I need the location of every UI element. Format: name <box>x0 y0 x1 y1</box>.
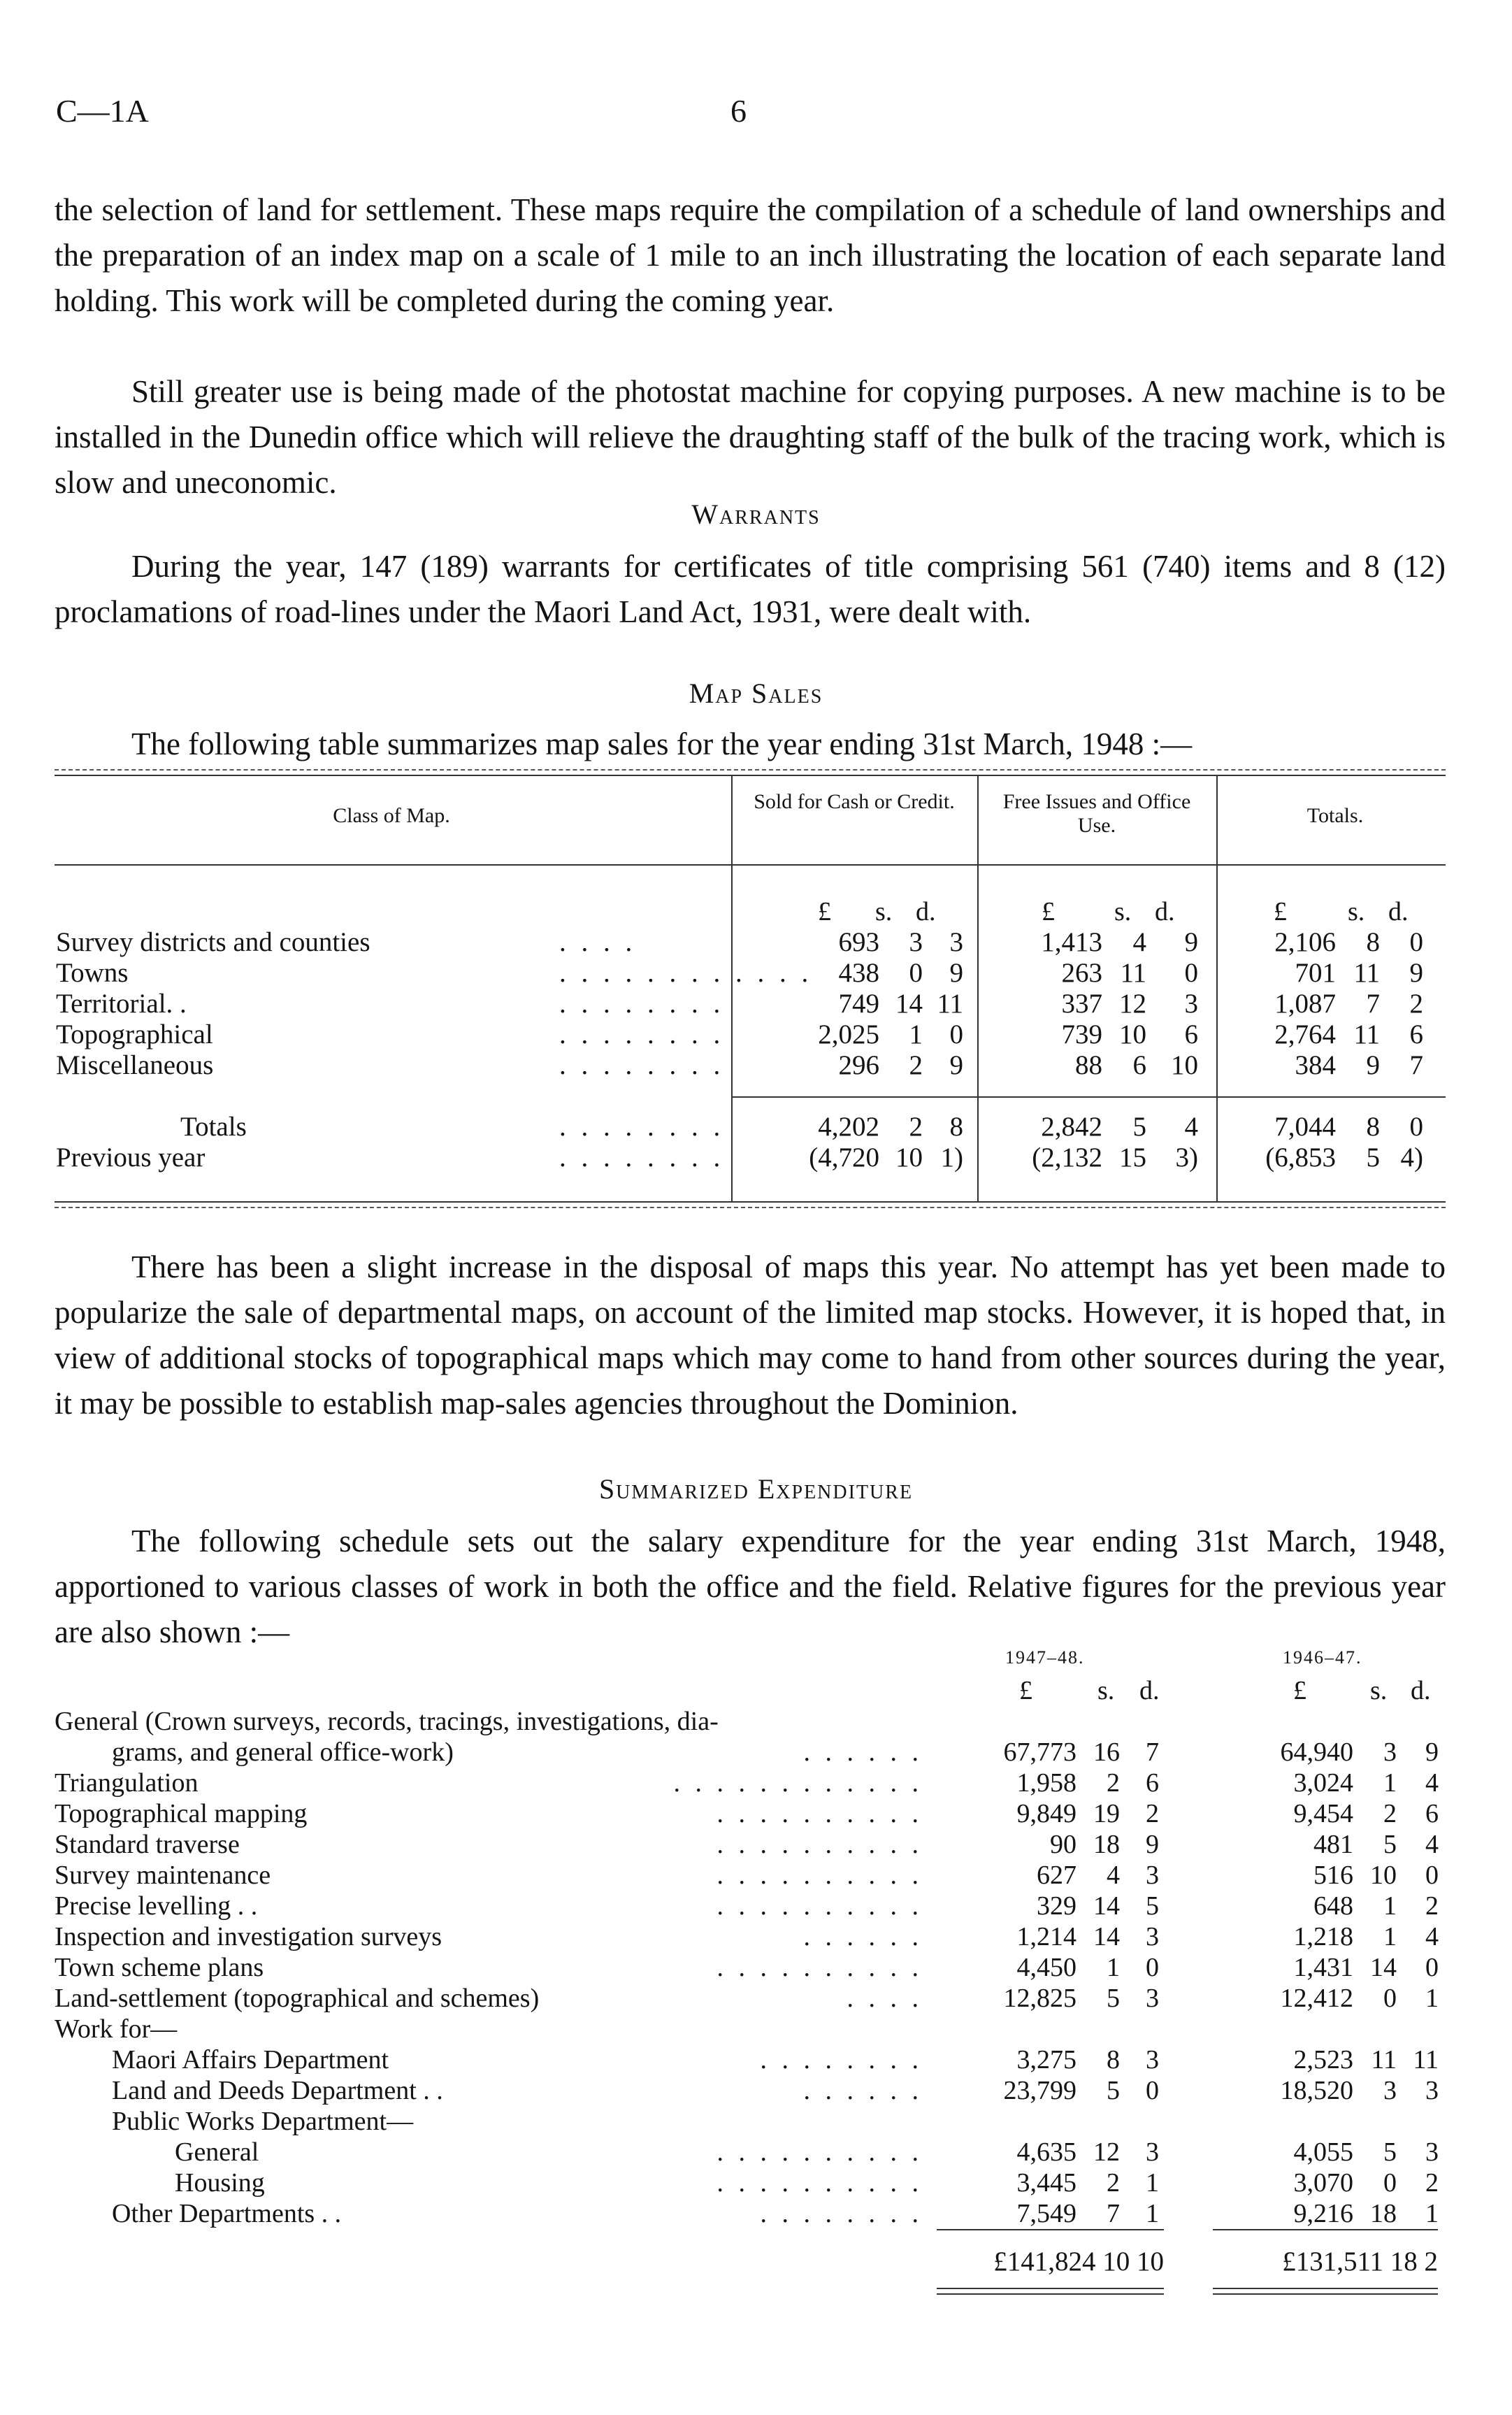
prev-pounds: 9,454 <box>1293 1799 1353 1828</box>
expenditure-row <box>0 2167 1512 2198</box>
total-pounds: 7,044 <box>1274 1112 1336 1142</box>
intro-paragraph-2-text: Still greater use is being made of the photostat machine for copying purposes. A new machine is to be installed in the Dunedin office which will relieve the draughting staff of the bulk of the tracing work, which is slow and uneconomic. <box>55 374 1446 500</box>
prev-pounds: 9,216 <box>1293 2199 1353 2228</box>
prev-pounds: 648 <box>1313 1891 1353 1921</box>
total-shillings: 5 <box>1366 1142 1380 1173</box>
row-label: Survey districts and counties <box>56 927 370 957</box>
free-pence: 3 <box>1184 989 1198 1019</box>
leader-dots: . . . . . . <box>803 1922 923 1951</box>
free-pounds: (2,132 <box>1032 1142 1102 1173</box>
free-shillings: 4 <box>1132 927 1146 957</box>
prev-pounds: 481 <box>1313 1830 1353 1859</box>
sold-shillings: 14 <box>895 989 923 1019</box>
cur-pence: 3 <box>1146 2137 1159 2167</box>
row-label: Land-settlement (topographical and schemes) <box>55 1984 540 2013</box>
sold-shillings: 2 <box>909 1050 923 1080</box>
prev-pounds: 64,940 <box>1280 1737 1353 1767</box>
map-row-2 <box>0 989 1512 1019</box>
prev-pence: 11 <box>1413 2045 1439 2074</box>
row-label: Topographical mapping <box>55 1799 308 1828</box>
expenditure-row <box>0 1737 1512 1768</box>
leader-dots: . . . . . . . . . . <box>717 2137 923 2167</box>
column-header-free: Free Issues and Office Use. <box>1002 790 1191 837</box>
table-bottom-rule <box>55 1201 1446 1203</box>
column-header-totals: Totals. <box>1306 804 1364 827</box>
expenditure-row <box>0 1983 1512 2014</box>
cur-pounds: 3,445 <box>1016 2168 1077 2198</box>
cur-shillings: 2 <box>1107 2168 1120 2198</box>
free-shillings: 12 <box>1119 989 1146 1019</box>
cur-pence: 7 <box>1146 1737 1159 1767</box>
row-label: grams, and general office-work) <box>112 1737 454 1767</box>
row-label: Inspection and investigation surveys <box>55 1922 442 1951</box>
sold-pence: 9 <box>949 1050 963 1080</box>
leader-dots: . . . . <box>559 927 637 957</box>
leader-dots: . . . . . . . . . . <box>717 1799 923 1828</box>
expenditure-intro <box>55 1519 1446 1655</box>
row-label: Topographical <box>56 1019 213 1049</box>
prev-shillings: 1 <box>1383 1891 1397 1921</box>
total-pence: 6 <box>1409 1019 1423 1049</box>
row-label: Maori Affairs Department <box>112 2045 389 2074</box>
cur-pence: 1 <box>1146 2199 1159 2228</box>
row-label: Precise levelling . . <box>55 1891 258 1921</box>
totals-rule <box>731 1096 1446 1098</box>
leader-dots: . . . . . . . . <box>559 1142 725 1173</box>
sold-pence: 3 <box>949 927 963 957</box>
prev-shillings: 0 <box>1383 2168 1397 2198</box>
cur-shillings: 7 <box>1107 2199 1120 2228</box>
cur-shillings: 4 <box>1107 1861 1120 1890</box>
total-pounds: 2,764 <box>1274 1019 1336 1049</box>
total-pounds: 384 <box>1295 1050 1336 1080</box>
cur-pounds: 329 <box>1037 1891 1077 1921</box>
prev-shillings: 10 <box>1370 1861 1397 1890</box>
expenditure-row <box>0 1921 1512 1952</box>
cur-shillings: 8 <box>1107 2045 1120 2074</box>
total-pounds: 701 <box>1295 958 1336 988</box>
expenditure-row <box>0 1768 1512 1798</box>
prev-pounds: 1,431 <box>1293 1953 1353 1982</box>
total-shillings: 9 <box>1366 1050 1380 1080</box>
sold-shillings: 1 <box>909 1019 923 1049</box>
prev-pence: 4 <box>1425 1922 1439 1951</box>
cur-shillings: 2 <box>1107 1768 1120 1798</box>
sold-shillings: 0 <box>909 958 923 988</box>
prev-shillings: 0 <box>1383 1984 1397 2013</box>
prev-pence: 1 <box>1425 2199 1439 2228</box>
map-row-3 <box>0 1019 1512 1050</box>
expenditure-row <box>0 1952 1512 1983</box>
prev-pound-unit: £ <box>1293 1676 1306 1705</box>
free-shillings: 10 <box>1119 1019 1146 1049</box>
prev-pence: 6 <box>1425 1799 1439 1828</box>
total-shillings: 8 <box>1366 927 1380 957</box>
current-total-double-rule <box>937 2288 1164 2295</box>
free-s-unit: s. <box>1114 897 1132 926</box>
free-shillings: 11 <box>1120 958 1146 988</box>
prev-pounds: 516 <box>1313 1861 1353 1890</box>
free-d-unit: d. <box>1155 897 1175 926</box>
map-row-0 <box>0 927 1512 958</box>
cur-pence: 2 <box>1146 1799 1159 1828</box>
intro-paragraph-2 <box>55 369 1446 506</box>
sold-pence: 0 <box>949 1019 963 1049</box>
row-label: Previous year <box>56 1142 206 1173</box>
row-label: Survey maintenance <box>55 1861 271 1890</box>
expenditure-total-previous: £131,511 18 2 <box>1282 2246 1438 2277</box>
total-pence: 2 <box>1409 989 1423 1019</box>
prev-pence: 4 <box>1425 1830 1439 1859</box>
previous-total-double-rule <box>1213 2288 1438 2295</box>
sold-pounds: 693 <box>838 927 879 957</box>
cur-pounds: 67,773 <box>1003 1737 1077 1767</box>
row-label: General <box>175 2137 259 2167</box>
total-pence: 4) <box>1400 1142 1423 1173</box>
leader-dots: . . . . . . . . . . <box>717 2168 923 2198</box>
expenditure-row <box>0 2198 1512 2229</box>
cur-shillings: 1 <box>1107 1953 1120 1982</box>
total-s-unit: s. <box>1348 897 1365 926</box>
sold-pounds: 2,025 <box>818 1019 879 1049</box>
row-label: Miscellaneous <box>56 1050 214 1080</box>
cur-pounds: 4,635 <box>1016 2137 1077 2167</box>
sold-pounds: 4,202 <box>818 1112 879 1142</box>
cur-shillings: 5 <box>1107 1984 1120 2013</box>
sold-pounds: (4,720 <box>809 1142 879 1173</box>
prev-shillings: 3 <box>1383 1737 1397 1767</box>
row-label: Triangulation <box>55 1768 199 1798</box>
cur-pounds: 4,450 <box>1016 1953 1077 1982</box>
expenditure-row <box>0 1706 1512 1737</box>
cur-pence: 3 <box>1146 2045 1159 2074</box>
expenditure-units-row <box>0 1675 1512 1706</box>
leader-dots: . . . . . . . . <box>559 1050 725 1080</box>
sold-pound-unit: £ <box>818 897 831 926</box>
prev-pence: 0 <box>1425 1953 1439 1982</box>
row-label: Land and Deeds Department . . <box>112 2076 443 2105</box>
warrants-text: During the year, 147 (189) warrants for certificates of title comprising 561 (740) items and 8 (12) proclamations of road-lines under the Maori Land Act, 1931, were dealt with. <box>55 549 1446 629</box>
document-reference: C—1A <box>56 93 149 129</box>
prev-pence: 2 <box>1425 2168 1439 2198</box>
leader-dots: . . . . . . . . . . <box>717 1861 923 1890</box>
cur-pounds: 1,214 <box>1016 1922 1077 1951</box>
cur-pounds: 627 <box>1037 1861 1077 1890</box>
row-label: Other Departments . . <box>112 2199 342 2228</box>
total-pence: 0 <box>1409 927 1423 957</box>
cur-pounds: 12,825 <box>1003 1984 1077 2013</box>
sold-shillings: 10 <box>895 1142 923 1173</box>
sold-pounds: 296 <box>838 1050 879 1080</box>
cur-pound-unit: £ <box>1019 1676 1032 1705</box>
cur-pounds: 23,799 <box>1003 2076 1077 2105</box>
row-label: General (Crown surveys, records, tracings, investigations, dia- <box>55 1707 719 1736</box>
free-shillings: 15 <box>1119 1142 1146 1173</box>
leader-dots: . . . . . . . . . . <box>717 1953 923 1982</box>
map-sales-comment-text: There has been a slight increase in the disposal of maps this year. No attempt has yet been made to popularize the sale of departmental maps, on account of the limited map stocks. However, it is hoped that, in view of additional stocks of topographical maps which may come to hand from other sources during the year, it may be possible to establish map-sales agencies throughout the Dominion. <box>55 1249 1446 1421</box>
leader-dots: . . . . . . <box>803 2076 923 2105</box>
map-sales-intro <box>55 722 1446 767</box>
expenditure-row <box>0 2106 1512 2137</box>
free-pound-unit: £ <box>1042 897 1055 926</box>
cur-pounds: 7,549 <box>1016 2199 1077 2228</box>
leader-dots: . . . . . . . . <box>559 989 725 1019</box>
row-label: Work for— <box>55 2014 178 2044</box>
prev-shillings: 2 <box>1383 1799 1397 1828</box>
expenditure-row <box>0 1860 1512 1891</box>
warrants-paragraph <box>55 544 1446 635</box>
free-pounds: 263 <box>1061 958 1102 988</box>
expenditure-row <box>0 1891 1512 1921</box>
map-sales-heading: Map Sales <box>689 678 823 709</box>
cur-shillings: 12 <box>1093 2137 1120 2167</box>
warrants-heading: Warrants <box>691 499 821 530</box>
expenditure-row <box>0 2075 1512 2106</box>
prev-shillings: 1 <box>1383 1768 1397 1798</box>
free-pence: 6 <box>1184 1019 1198 1049</box>
prev-d-unit: d. <box>1411 1676 1431 1705</box>
total-pence: 7 <box>1409 1050 1423 1080</box>
cur-pence: 0 <box>1146 2076 1159 2105</box>
cur-pence: 6 <box>1146 1768 1159 1798</box>
year-previous-label: 1946–47. <box>1283 1647 1362 1668</box>
cur-pounds: 1,958 <box>1016 1768 1077 1798</box>
row-label: Housing <box>175 2168 265 2198</box>
map-row-1 <box>0 958 1512 989</box>
total-shillings: 7 <box>1366 989 1380 1019</box>
leader-dots: . . . . . . . . . . <box>717 1891 923 1921</box>
prev-shillings: 14 <box>1370 1953 1397 1982</box>
units-row <box>0 896 1512 927</box>
cur-pence: 9 <box>1146 1830 1159 1859</box>
leader-dots: . . . . . . . . <box>760 2045 923 2074</box>
previous-sum-rule <box>1213 2229 1438 2230</box>
total-shillings: 11 <box>1353 958 1380 988</box>
cur-shillings: 14 <box>1093 1922 1120 1951</box>
cur-shillings: 18 <box>1093 1830 1120 1859</box>
prev-pence: 2 <box>1425 1891 1439 1921</box>
prev-pence: 3 <box>1425 2137 1439 2167</box>
expenditure-row <box>0 1829 1512 1860</box>
prev-shillings: 5 <box>1383 2137 1397 2167</box>
free-pence: 10 <box>1171 1050 1198 1080</box>
sold-pence: 11 <box>937 989 963 1019</box>
sold-pence: 9 <box>949 958 963 988</box>
cur-shillings: 16 <box>1093 1737 1120 1767</box>
total-pounds: 1,087 <box>1274 989 1336 1019</box>
page-number: 6 <box>730 93 747 129</box>
row-label: Public Works Department— <box>112 2107 414 2136</box>
leader-dots: . . . . . . . . . . <box>717 1830 923 1859</box>
expenditure-row <box>0 1798 1512 1829</box>
column-header-sold: Sold for Cash or Credit. <box>754 790 955 813</box>
free-pence: 3) <box>1175 1142 1198 1173</box>
prev-pounds: 3,024 <box>1293 1768 1353 1798</box>
sold-pence: 8 <box>949 1112 963 1142</box>
sold-s-unit: s. <box>875 897 893 926</box>
leader-dots: . . . . . . . . <box>760 2199 923 2228</box>
sold-pounds: 749 <box>838 989 879 1019</box>
leader-dots: . . . . . . . . . . . . <box>559 958 813 988</box>
total-shillings: 11 <box>1353 1019 1380 1049</box>
table-top-rule-2 <box>55 775 1446 776</box>
prev-pence: 3 <box>1425 2076 1439 2105</box>
current-sum-rule <box>937 2229 1164 2230</box>
map-row-totals <box>0 1112 1512 1142</box>
free-shillings: 6 <box>1132 1050 1146 1080</box>
map-row-previous-year <box>0 1142 1512 1173</box>
free-pounds: 88 <box>1075 1050 1102 1080</box>
cur-pence: 5 <box>1146 1891 1159 1921</box>
cur-shillings: 19 <box>1093 1799 1120 1828</box>
cur-pence: 3 <box>1146 1861 1159 1890</box>
prev-shillings: 3 <box>1383 2076 1397 2105</box>
prev-shillings: 1 <box>1383 1922 1397 1951</box>
year-current-label: 1947–48. <box>1005 1647 1085 1668</box>
map-row-4 <box>0 1050 1512 1081</box>
total-pounds: (6,853 <box>1265 1142 1336 1173</box>
cur-pence: 3 <box>1146 1922 1159 1951</box>
free-pence: 9 <box>1184 927 1198 957</box>
prev-pence: 9 <box>1425 1737 1439 1767</box>
free-pence: 4 <box>1184 1112 1198 1142</box>
header-bottom-rule <box>55 864 1446 866</box>
cur-pence: 3 <box>1146 1984 1159 2013</box>
cur-pounds: 3,275 <box>1016 2045 1077 2074</box>
cur-pence: 0 <box>1146 1953 1159 1982</box>
row-label: Standard traverse <box>55 1830 240 1859</box>
total-d-unit: d. <box>1388 897 1409 926</box>
prev-s-unit: s. <box>1370 1676 1388 1705</box>
free-pounds: 739 <box>1061 1019 1102 1049</box>
prev-pence: 1 <box>1425 1984 1439 2013</box>
column-header-class: Class of Map. <box>333 804 450 827</box>
expenditure-intro-text: The following schedule sets out the salary expenditure for the year ending 31st March, 1948, apportioned to various classes of work in both the office and the field. Relative figures for the previous year are also shown :— <box>55 1524 1446 1649</box>
table-bottom-rule-2 <box>55 1207 1446 1208</box>
row-label: Towns <box>56 958 129 988</box>
row-label: Town scheme plans <box>55 1953 264 1982</box>
prev-pounds: 2,523 <box>1293 2045 1353 2074</box>
expenditure-row <box>0 2137 1512 2167</box>
row-label: Totals <box>180 1112 247 1142</box>
expenditure-row <box>0 2044 1512 2075</box>
cur-d-unit: d. <box>1139 1676 1160 1705</box>
map-sales-comment <box>55 1245 1446 1426</box>
leader-dots: . . . . . . . . <box>559 1112 725 1142</box>
cur-s-unit: s. <box>1097 1676 1115 1705</box>
prev-pounds: 1,218 <box>1293 1922 1353 1951</box>
sold-shillings: 3 <box>909 927 923 957</box>
free-pounds: 2,842 <box>1041 1112 1102 1142</box>
expenditure-total-current: £141,824 10 10 <box>993 2246 1164 2277</box>
map-sales-intro-text: The following table summarizes map sales for the year ending 31st March, 1948 :— <box>131 726 1193 761</box>
leader-dots: . . . . <box>847 1984 923 2013</box>
total-shillings: 8 <box>1366 1112 1380 1142</box>
prev-pounds: 12,412 <box>1280 1984 1353 2013</box>
prev-shillings: 5 <box>1383 1830 1397 1859</box>
free-shillings: 5 <box>1132 1112 1146 1142</box>
free-pounds: 1,413 <box>1041 927 1102 957</box>
cur-shillings: 14 <box>1093 1891 1120 1921</box>
prev-shillings: 11 <box>1371 2045 1397 2074</box>
sold-pounds: 438 <box>838 958 879 988</box>
free-pounds: 337 <box>1061 989 1102 1019</box>
expenditure-heading: Summarized Expenditure <box>598 1473 914 1505</box>
cur-pence: 1 <box>1146 2168 1159 2198</box>
prev-pounds: 18,520 <box>1280 2076 1353 2105</box>
prev-pounds: 4,055 <box>1293 2137 1353 2167</box>
leader-dots: . . . . . . . . <box>559 1019 725 1049</box>
expenditure-row <box>0 2014 1512 2044</box>
leader-dots: . . . . . . <box>803 1737 923 1767</box>
prev-pence: 4 <box>1425 1768 1439 1798</box>
leader-dots: . . . . . . . . . . . . <box>673 1768 923 1798</box>
cur-pounds: 9,849 <box>1016 1799 1077 1828</box>
free-pence: 0 <box>1184 958 1198 988</box>
total-pounds: 2,106 <box>1274 927 1336 957</box>
prev-pounds: 3,070 <box>1293 2168 1353 2198</box>
sold-pence: 1) <box>940 1142 963 1173</box>
cur-pounds: 90 <box>1050 1830 1077 1859</box>
prev-shillings: 18 <box>1370 2199 1397 2228</box>
total-pound-unit: £ <box>1274 897 1287 926</box>
sold-d-unit: d. <box>916 897 936 926</box>
prev-pence: 0 <box>1425 1861 1439 1890</box>
total-pence: 9 <box>1409 958 1423 988</box>
intro-paragraph-1: the selection of land for settlement. These maps require the compilation of a schedule of land ownerships and the preparation of an index map on a scale of 1 mile to an inch illustrating the location of each separate land holding. This work will be completed during the coming year. <box>55 192 1446 318</box>
cur-shillings: 5 <box>1107 2076 1120 2105</box>
total-pence: 0 <box>1409 1112 1423 1142</box>
row-label: Territorial. . <box>56 989 187 1019</box>
sold-shillings: 2 <box>909 1112 923 1142</box>
table-top-rule <box>55 769 1446 771</box>
